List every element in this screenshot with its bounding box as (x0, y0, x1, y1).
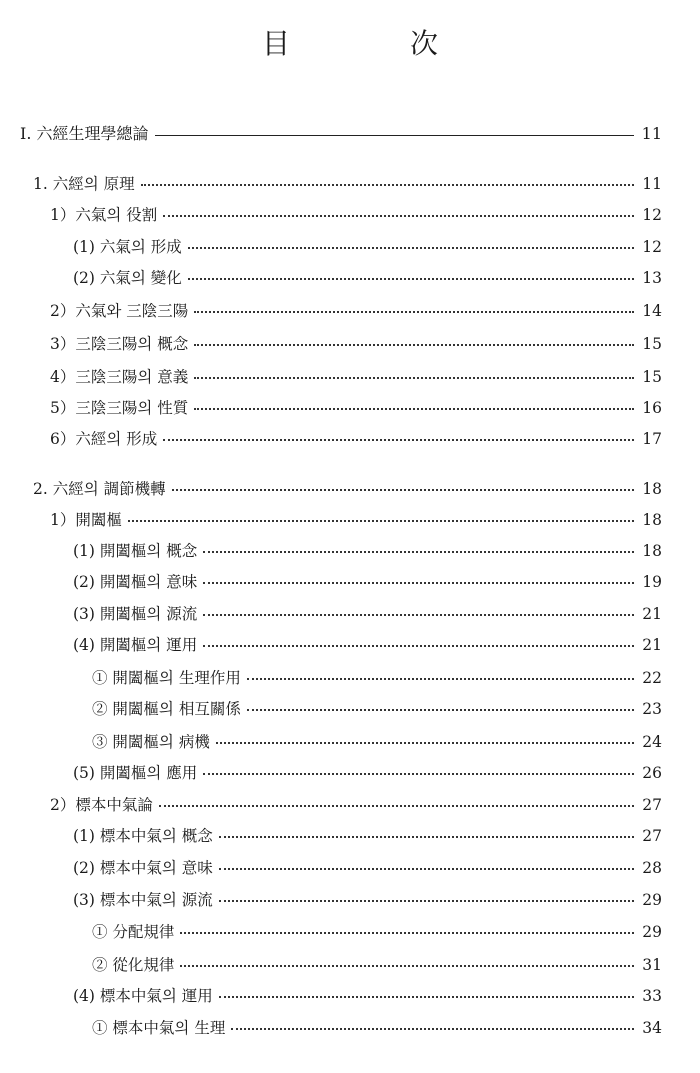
toc-entry-page-number: 21 (642, 605, 662, 623)
dot-leader (163, 215, 634, 217)
toc-entry (50, 795, 662, 815)
toc-entry-label: (4) 開闔樞의 運用 (73, 636, 198, 654)
toc-entry-label: (4) 標本中氣의 運用 (73, 987, 213, 1005)
toc-entry-page-number: 11 (641, 124, 662, 143)
toc-entry-label: 2）六氣와 三陰三陽 (50, 302, 189, 320)
toc-entry-page-number: 16 (642, 399, 662, 417)
page-title: 目 次 (261, 27, 484, 60)
toc-entry-label: (3) 開闔樞의 源流 (73, 605, 198, 623)
toc-entry (73, 858, 662, 878)
toc-entry-label: (5) 開闔樞의 應用 (73, 764, 198, 782)
toc-entry-page-number: 18 (642, 480, 662, 498)
toc-entry-label: ① 分配規律 (92, 923, 175, 941)
dot-leader (203, 773, 634, 775)
toc-entry (92, 668, 662, 688)
toc-entry (50, 205, 662, 225)
toc-entry-label: 2. 六經의 調節機轉 (33, 480, 166, 498)
toc-entry-page-number: 33 (642, 987, 662, 1005)
toc-entry-label: 6）六經의 形成 (50, 430, 158, 448)
toc-entry-page-number: 22 (642, 669, 662, 687)
toc-entry-label: 3）三陰三陽의 概念 (50, 335, 189, 353)
toc-entry (92, 955, 662, 975)
toc-entry-label: 5）三陰三陽의 性質 (50, 399, 189, 417)
toc-entry-page-number: 34 (642, 1019, 662, 1037)
toc-entry (73, 541, 662, 561)
dot-leader (219, 996, 634, 998)
toc-entry (92, 732, 662, 752)
toc-entry-page-number: 26 (642, 764, 662, 782)
toc-entry-page-number: 18 (642, 511, 662, 529)
toc-entry-page-number: 12 (642, 238, 662, 256)
toc-entry-page-number: 15 (642, 368, 662, 386)
toc-entry-label: 2）標本中氣論 (50, 796, 153, 814)
toc-entry-page-number: 31 (642, 956, 662, 974)
toc-entry-page-number: 29 (642, 891, 662, 909)
dot-leader (180, 932, 634, 934)
toc-entry-page-number: 21 (642, 636, 662, 654)
toc-entry-page-number: 11 (642, 175, 662, 193)
toc-entry-label: (2) 六氣의 變化 (73, 269, 182, 287)
toc-entry-page-number: 17 (642, 430, 662, 448)
toc-entry-page-number: 29 (642, 923, 662, 941)
toc-entry-page-number: 28 (642, 859, 662, 877)
dot-leader (194, 377, 634, 379)
dot-leader (203, 551, 634, 553)
toc-entry (73, 604, 662, 624)
dot-leader (128, 520, 634, 522)
toc-entry-page-number: 27 (642, 796, 662, 814)
dot-leader (163, 439, 634, 441)
dot-leader (203, 614, 634, 616)
toc-entry-page-number: 13 (642, 269, 662, 287)
toc-entry-label: (3) 標本中氣의 源流 (73, 891, 213, 909)
toc-entry (33, 479, 662, 499)
toc-entry-label: (1) 標本中氣의 概念 (73, 827, 213, 845)
toc-entry (20, 124, 662, 144)
dot-leader (194, 408, 634, 410)
dot-leader (203, 645, 634, 647)
toc-entry (73, 635, 662, 655)
toc-entry (73, 237, 662, 257)
toc-entry-label: ① 開闔樞의 生理作用 (92, 669, 241, 687)
dot-leader (194, 344, 634, 346)
toc-entry (73, 268, 662, 288)
toc-entry (73, 572, 662, 592)
toc-entry-label: ① 標本中氣의 生理 (92, 1019, 226, 1037)
dot-leader (231, 1028, 634, 1030)
toc-entry (50, 367, 662, 387)
dot-leader (219, 900, 634, 902)
toc-entry-label: (1) 六氣의 形成 (73, 238, 182, 256)
dot-leader (159, 805, 634, 807)
toc-entry-label: (2) 標本中氣의 意味 (73, 859, 213, 877)
dot-leader (194, 311, 634, 313)
toc-entry (92, 922, 662, 942)
toc-entry-label: ③ 開闔樞의 病機 (92, 733, 210, 751)
toc-entry (92, 699, 662, 719)
toc-entry-label: (2) 開闔樞의 意味 (73, 573, 198, 591)
dot-leader (155, 135, 635, 136)
toc-entry-label: 4）三陰三陽의 意義 (50, 368, 189, 386)
toc-entry-page-number: 23 (642, 700, 662, 718)
dot-leader (180, 965, 634, 967)
dot-leader (219, 868, 634, 870)
dot-leader (219, 836, 634, 838)
toc-entry (50, 301, 662, 321)
dot-leader (216, 742, 634, 744)
toc-entry-page-number: 15 (642, 335, 662, 353)
toc-entry-label: ② 從化規律 (92, 956, 175, 974)
dot-leader (172, 489, 634, 491)
toc-entry-page-number: 27 (642, 827, 662, 845)
toc-entry (33, 174, 662, 194)
toc-entry-page-number: 24 (642, 733, 662, 751)
toc-entry-label: 1. 六經의 原理 (33, 175, 135, 193)
toc-entry-label: ② 開闔樞의 相互關係 (92, 700, 241, 718)
toc-entry-page-number: 18 (642, 542, 662, 560)
toc-entry-page-number: 19 (642, 573, 662, 591)
toc-entry (50, 429, 662, 449)
toc-entry-label: Ⅰ. 六經生理學總論 (20, 124, 149, 143)
toc-entry (73, 986, 662, 1006)
dot-leader (188, 278, 634, 280)
toc-entry (73, 826, 662, 846)
toc-entry (73, 763, 662, 783)
dot-leader (247, 709, 634, 711)
toc-entry-page-number: 14 (642, 302, 662, 320)
toc-entry (50, 398, 662, 418)
toc-entry (50, 510, 662, 530)
toc-entry-label: (1) 開闔樞의 概念 (73, 542, 198, 560)
dot-leader (247, 678, 634, 680)
toc-entry (50, 334, 662, 354)
toc-entry (92, 1018, 662, 1038)
toc-entry (73, 890, 662, 910)
toc-entry-page-number: 12 (642, 206, 662, 224)
toc-entry-label: 1）六氣의 役割 (50, 206, 158, 224)
dot-leader (141, 184, 634, 186)
toc-entry-label: 1）開闔樞 (50, 511, 122, 529)
dot-leader (188, 247, 634, 249)
dot-leader (203, 582, 634, 584)
